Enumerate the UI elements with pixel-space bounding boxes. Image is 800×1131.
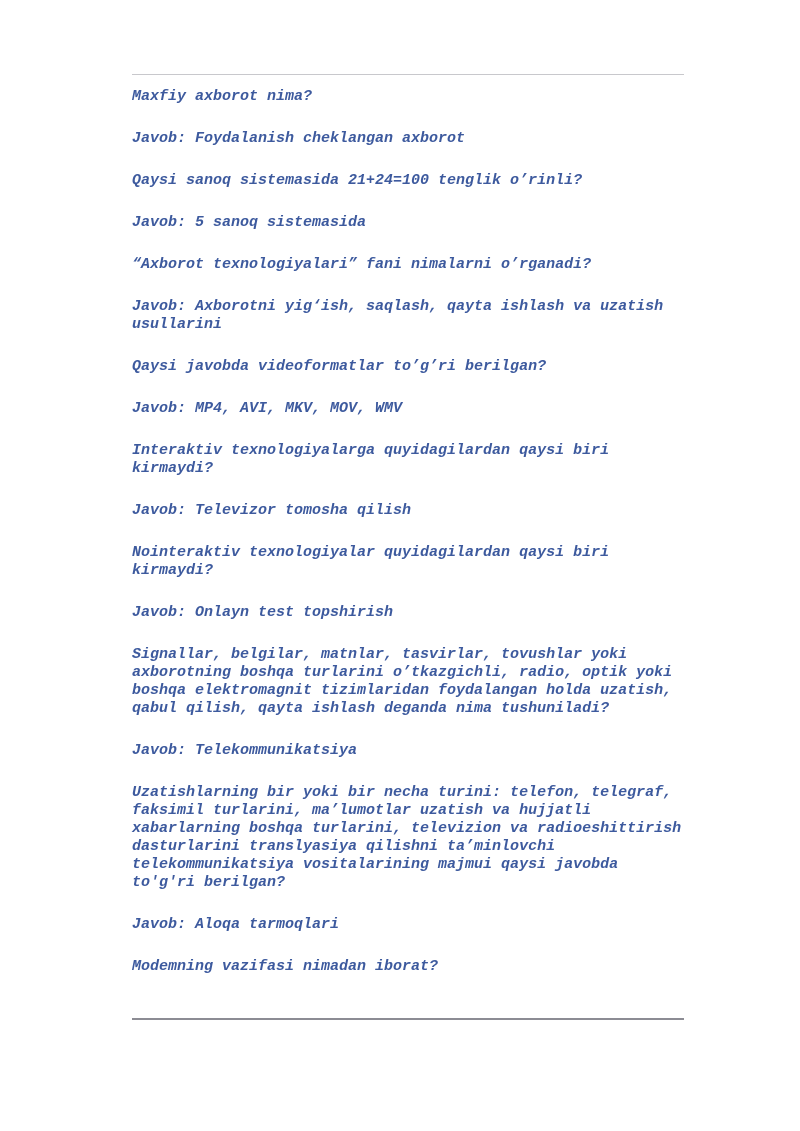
question-paragraph: Nointeraktiv texnologiyalar quyidagilardan qaysi biri kirmaydi? [132, 544, 610, 579]
question-paragraph: Signallar, belgilar, matnlar, tasvirlar, tovushlar yoki axborotning boshqa turlarini o’tkazgichli, radio, optik yoki boshqa elektromagnit tizimlaridan foydalangan holda uzatish, qabul qilish, qayta ishlash deganda nima tushuniladi? [132, 646, 673, 717]
answer-paragraph: Javob: Telekommunikatsiya [132, 742, 358, 759]
question-paragraph: Qaysi sanoq sistemasida 21+24=100 tenglik o’rinli? [132, 172, 583, 189]
document-body [132, 88, 684, 1000]
answer-paragraph: Javob: 5 sanoq sistemasida [132, 214, 367, 231]
answer-paragraph: Javob: MP4, AVI, MKV, MOV, WMV [132, 400, 403, 417]
answer-paragraph: Javob: Onlayn test topshirish [132, 604, 394, 621]
question-paragraph: Qaysi javobda videoformatlar to’g’ri berilgan? [132, 358, 547, 375]
question-paragraph: Interaktiv texnologiyalarga quyidagilardan qaysi biri kirmaydi? [132, 442, 610, 477]
answer-paragraph: Javob: Aloqa tarmoqlari [132, 916, 340, 933]
footer-rule [132, 1018, 684, 1020]
question-paragraph: Uzatishlarning bir yoki bir necha turini: telefon, telegraf, faksimil turlarini, ma’lumotlar uzatish va hujjatli xabarlarning boshqa turlarini, televizion va radioeshittirish dasturlarini translyasiya qilishni ta’minlovchi telekommunikatsiya vositalarining majmui qaysi javobda to'g'ri berilgan? [132, 784, 682, 891]
question-paragraph: Maxfiy axborot nima? [132, 88, 313, 105]
answer-paragraph: Javob: Foydalanish cheklangan axborot [132, 130, 466, 147]
header-rule [132, 74, 684, 75]
answer-paragraph: Javob: Axborotni yig‘ish, saqlash, qayta ishlash va uzatish usullarini [132, 298, 664, 333]
answer-paragraph: Javob: Televizor tomosha qilish [132, 502, 412, 519]
question-paragraph: Modemning vazifasi nimadan iborat? [132, 958, 439, 975]
question-paragraph: “Axborot texnologiyalari” fani nimalarni o’rganadi? [132, 256, 592, 273]
